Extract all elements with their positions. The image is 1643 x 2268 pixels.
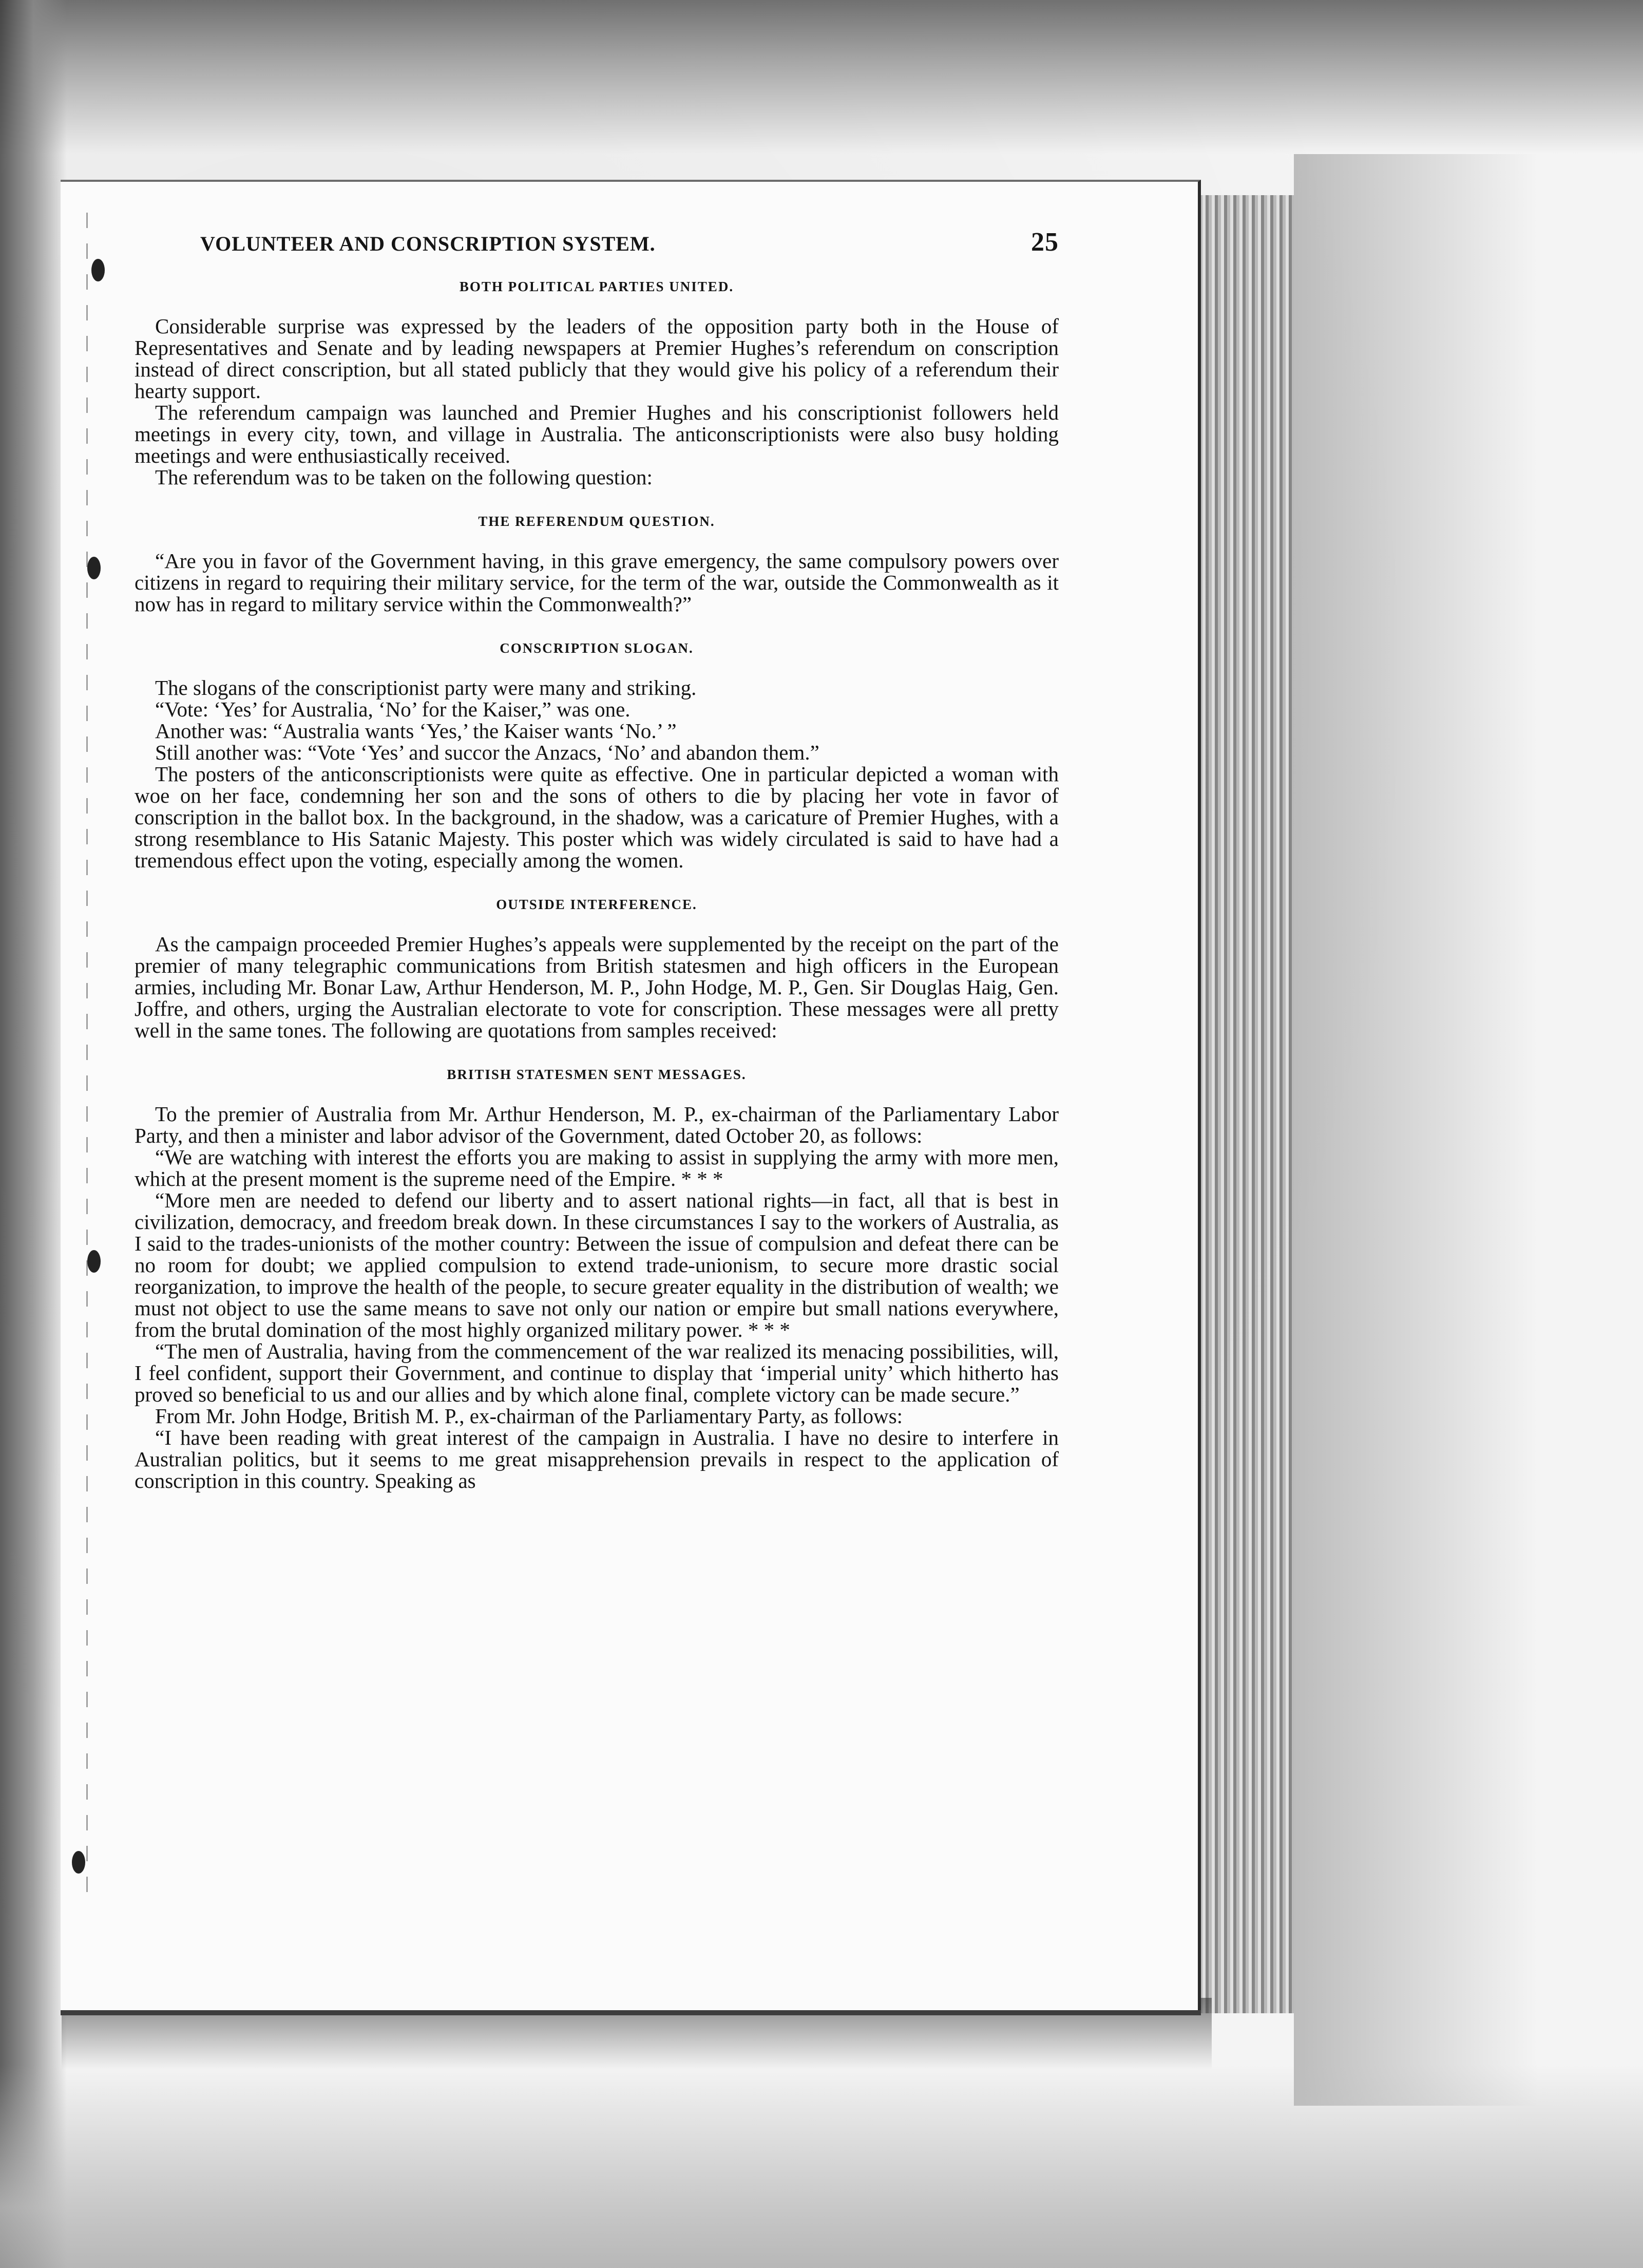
body-paragraph: “Are you in favor of the Government having, in this grave emergency, the same compulsory powers over citizens in regard to requiring their military service, for the term of the war, outside the Commonwealth as it now has in regard to military service within the Commonwealth?” <box>135 549 1059 616</box>
running-head-title: VOLUNTEER AND CONSCRIPTION SYSTEM. <box>200 232 656 255</box>
body-paragraph: “We are watching with interest the efforts you are making to assist in supplying the army with more men, which at the present moment is the supreme need of the Empire. * * * <box>135 1145 1059 1190</box>
binding-hole-mark <box>87 557 101 579</box>
section-heading: CONSCRIPTION SLOGAN. <box>500 640 694 656</box>
scanner-shadow-right <box>1294 154 1643 2106</box>
section-heading: THE REFERENDUM QUESTION. <box>478 514 715 529</box>
page-text <box>135 227 1059 1491</box>
body-paragraph: “I have been reading with great interest of the campaign in Australia. I have no desire to interfere in Australian politics, but it seems to me great misapprehension prevails in respect to the application of conscription in this country. Speaking as <box>135 1426 1059 1492</box>
section-heading: OUTSIDE INTERFERENCE. <box>496 897 697 912</box>
body-paragraph: The posters of the anticonscriptionists were quite as effective. One in particular depicted a woman with woe on her face, condemning her son and the sons of others to die by placing her vote in favor of conscription in the ballot box. In the background, in the shadow, was a caricature of Premier Hughes, with a strong resemblance to His Satanic Majesty. This poster which was widely circulated is said to have had a tremendous effect upon the voting, especially among the women. <box>135 762 1059 872</box>
body-paragraph: To the premier of Australia from Mr. Arthur Henderson, M. P., ex-chairman of the Parliamentary Labor Party, and then a minister and labor advisor of the Government, dated October 20, as follows: <box>135 1102 1059 1147</box>
scanner-shadow-bottom <box>0 2065 1643 2268</box>
body-paragraph: As the campaign proceeded Premier Hughes’s appeals were supplemented by the receipt on the part of the premier of many telegraphic communications from British statesmen and high officers in the European armies, including Mr. Bonar Law, Arthur Henderson, M. P., John Hodge, M. P., Gen. Sir Douglas Haig, Gen. Joffre, and others, urging the Australian electorate to vote for conscription. These messages were all pretty well in the same tones. The following are quotations from samples received: <box>135 932 1059 1042</box>
page-number: 25 <box>1031 228 1059 257</box>
body-paragraph: Another was: “Australia wants ‘Yes,’ the Kaiser wants ‘No.’ ” <box>155 719 677 743</box>
article-sections <box>135 279 1059 1491</box>
scanner-shadow-top <box>0 0 1643 154</box>
section-heading: BOTH POLITICAL PARTIES UNITED. <box>459 279 734 294</box>
scanner-shadow-left <box>0 0 67 2268</box>
body-paragraph: The referendum was to be taken on the following question: <box>155 465 653 489</box>
body-paragraph: Considerable surprise was expressed by the leaders of the opposition party both in the House of Representatives and Senate and by leading newspapers at Premier Hughes’s referendum on conscription instead of direct conscription, but all stated publicly that they would give his policy of a referendum their hearty support. <box>135 314 1059 403</box>
body-paragraph: “The men of Australia, having from the commencement of the war realized its menacing possibilities, will, I feel confident, support their Government, and continue to display that ‘imperial unity’ which hitherto has proved so beneficial to us and our allies and by which alone final, complete victory can be made secure.” <box>135 1339 1059 1406</box>
section-heading: BRITISH STATESMEN SENT MESSAGES. <box>447 1067 747 1082</box>
binding-hole-mark <box>87 1250 101 1273</box>
running-header <box>200 227 1059 257</box>
binding-stitch-line <box>86 213 88 1907</box>
body-paragraph: The slogans of the conscriptionist party were many and striking. <box>155 676 697 700</box>
body-paragraph: From Mr. John Hodge, British M. P., ex-chairman of the Parliamentary Party, as follows: <box>155 1404 903 1428</box>
body-paragraph: The referendum campaign was launched and Premier Hughes and his conscriptionist followers held meetings in every city, town, and village in Australia. The anticonscriptionists were also busy holding meetings and were enthusiastically received. <box>135 401 1059 467</box>
body-paragraph: “Vote: ‘Yes’ for Australia, ‘No’ for the Kaiser,” was one. <box>155 697 631 721</box>
body-paragraph: “More men are needed to defend our liberty and to assert national rights—in fact, all that is best in civilization, democracy, and freedom break down. In these circumstances I say to the workers of Australia, as I said to the trades-unionists of the mother country: Between the issue of compulsion and defeat there can be no room for doubt; we applied compulsion to extend trade-unionism, to secure more drastic social reorganization, to improve the health of the people, to secure greater equality in the distribution of wealth; we must not object to use the same means to save not only our nation or empire but small nations everywhere, from the brutal domination of the most highly organized military power. * * * <box>135 1188 1059 1341</box>
book-page-edges <box>1196 195 1294 2013</box>
binding-hole-mark <box>91 259 105 281</box>
binding-hole-mark <box>72 1851 85 1874</box>
body-paragraph: Still another was: “Vote ‘Yes’ and succor the Anzacs, ‘No’ and abandon them.” <box>155 741 819 764</box>
